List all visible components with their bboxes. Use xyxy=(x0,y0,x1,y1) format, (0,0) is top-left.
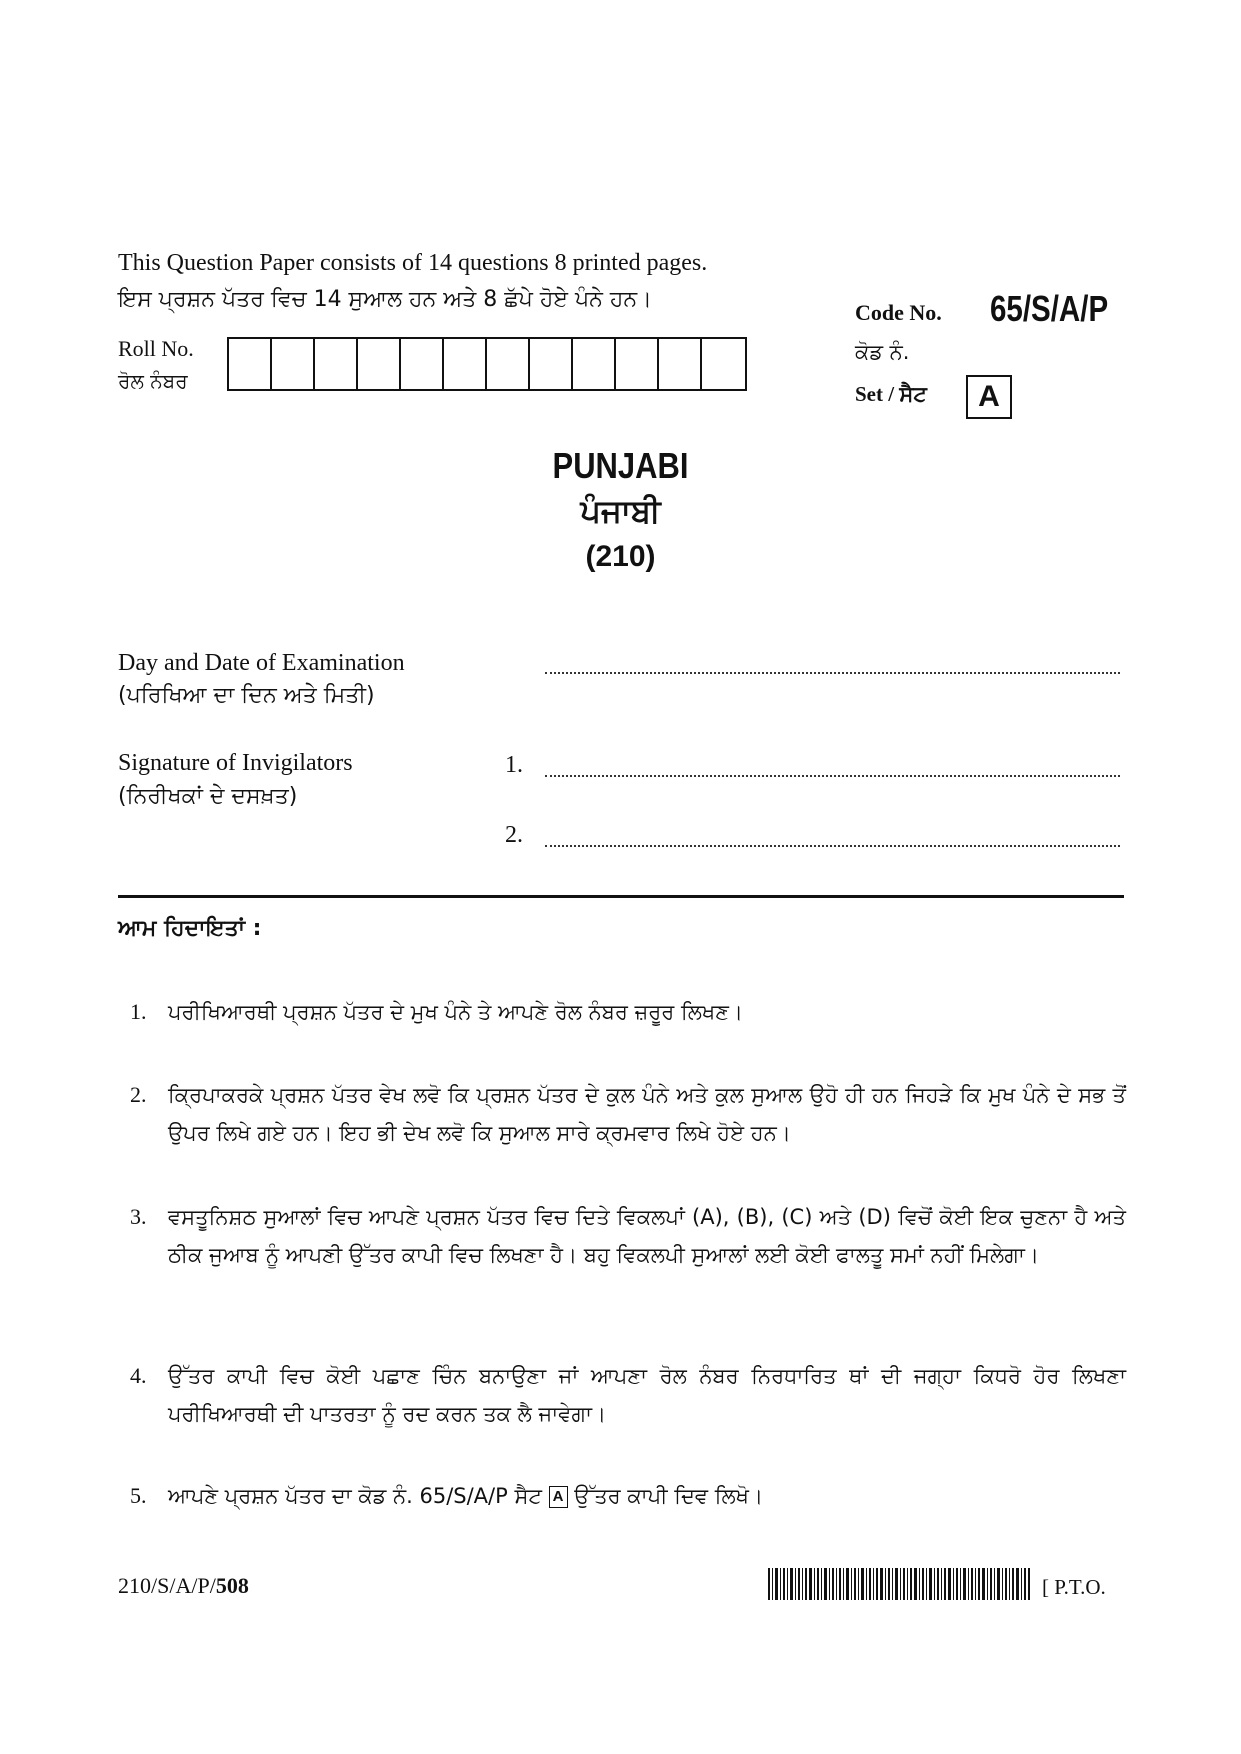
roll-digit-box[interactable] xyxy=(315,339,358,389)
roll-number-label xyxy=(118,333,194,397)
instruction-text-after: ਉੱਤਰ ਕਾਪੀ ਦਿਵ ਲਿਖੋ। xyxy=(574,1484,764,1508)
signature-number-1: 1. xyxy=(505,752,523,778)
roll-digit-box[interactable] xyxy=(229,339,272,389)
invigilator-signature-label-en: Signature of Invigilators xyxy=(118,750,353,776)
instruction-item xyxy=(130,1076,1126,1152)
roll-label-pa: ਰੋਲ ਨੰਬਰ xyxy=(118,369,188,393)
instruction-text: ਉੱਤਰ ਕਾਪੀ ਵਿਚ ਕੋਈ ਪਛਾਣ ਚਿੰਨ ਬਨਾਉਣਾ ਜਾਂ ਆਪਣਾ ਰੋਲ ਨੰਬਰ ਨਿਰਧਾਰਿਤ ਥਾਂ ਦੀ ਜਗ੍ਹਾ ਕਿਧਰੋ ਹੋਰ ਲਿਖਣਾ ਪਰੀਖਿਆਰਥੀ ਦੀ ਪਾਤਰਤਾ ਨੂੰ ਰਦ ਕਰਨ ਤਕ ਲੈ ਜਾਵੇਗਾ। xyxy=(168,1364,1126,1426)
roll-digit-box[interactable] xyxy=(616,339,659,389)
instruction-text: ਪਰੀਖਿਆਰਥੀ ਪ੍ਰਸ਼ਨ ਪੱਤਰ ਦੇ ਮੁਖ ਪੰਨੇ ਤੇ ਆਪਣੇ ਰੋਲ ਨੰਬਰ ਜ਼ਰੂਰ ਲਿਖਣ। xyxy=(168,1000,744,1024)
instruction-item xyxy=(130,1477,1126,1515)
roll-digit-box[interactable] xyxy=(487,339,530,389)
invigilator-signature-field-1[interactable] xyxy=(545,775,1120,777)
instruction-number: 4. xyxy=(130,1363,147,1388)
invigilator-signature-field-2[interactable] xyxy=(545,845,1120,847)
instruction-text-before: ਆਪਣੇ ਪ੍ਰਸ਼ਨ ਪੱਤਰ ਦਾ ਕੋਡ ਨੰ. 65/S/A/P ਸੈਟ xyxy=(168,1484,542,1508)
set-inline-box: A xyxy=(549,1486,568,1508)
roll-digit-box[interactable] xyxy=(358,339,401,389)
roll-digit-box[interactable] xyxy=(702,339,745,389)
code-number-value: 65/S/A/P xyxy=(990,288,1109,329)
roll-digit-box[interactable] xyxy=(272,339,315,389)
roll-number-boxes[interactable] xyxy=(227,337,747,391)
instructions-heading: ਆਮ ਹਿਦਾਇਤਾਂ : xyxy=(118,916,262,941)
roll-digit-box[interactable] xyxy=(530,339,573,389)
instruction-text xyxy=(168,1477,1126,1515)
header-pages-line-en: This Question Paper consists of 14 questions 8 printed pages. xyxy=(118,250,708,276)
roll-digit-box[interactable] xyxy=(401,339,444,389)
roll-digit-box[interactable] xyxy=(444,339,487,389)
roll-digit-box[interactable] xyxy=(573,339,616,389)
section-divider xyxy=(118,895,1124,898)
set-value-box: A xyxy=(966,375,1012,419)
header-pages-line-pa: ਇਸ ਪ੍ਰਸ਼ਨ ਪੱਤਰ ਵਿਚ 14 ਸੁਆਲ ਹਨ ਅਤੇ 8 ਛੱਪੇ ਹੋਏ ਪੰਨੇ ਹਨ। xyxy=(118,287,653,312)
subject-title-en: PUNJABI xyxy=(552,445,689,486)
instruction-number: 3. xyxy=(130,1204,147,1229)
instruction-text: ਵਸਤੂਨਿਸ਼ਠ ਸੁਆਲਾਂ ਵਿਚ ਆਪਣੇ ਪ੍ਰਸ਼ਨ ਪੱਤਰ ਵਿਚ ਦਿਤੇ ਵਿਕਲਪਾਂ (A), (B), (C) ਅਤੇ (D) ਵਿਚੋਂ ਕੋਈ ਇਕ ਚੁਣਨਾ ਹੈ ਅਤੇ ਠੀਕ ਜੁਆਬ ਨੂੰ ਆਪਣੀ ਉੱਤਰ ਕਾਪੀ ਵਿਚ ਲਿਖਣਾ ਹੈ। ਬਹੁ ਵਿਕਲਪੀ ਸੁਆਲਾਂ ਲਈ ਕੋਈ ਫਾਲਤੂ ਸਮਾਂ ਨਹੀਂ ਮਿਲੇਗਾ। xyxy=(168,1205,1126,1267)
instruction-item xyxy=(130,1198,1126,1274)
please-turn-over: [ P.T.O. xyxy=(1042,1575,1106,1599)
code-number-label-pa: ਕੋਡ ਨੰ. xyxy=(855,340,910,364)
instruction-number: 5. xyxy=(130,1483,147,1508)
invigilator-signature-label-pa: (ਨਿਰੀਖਕਾਂ ਦੇ ਦਸਖ਼ਤ) xyxy=(118,784,298,809)
barcode-icon xyxy=(768,1568,1030,1600)
set-label: Set / ਸੈਟ xyxy=(855,382,927,406)
subject-code: (210) xyxy=(585,540,656,573)
roll-digit-box[interactable] xyxy=(659,339,702,389)
exam-date-label-pa: (ਪਰਿਖਿਆ ਦਾ ਦਿਨ ਅਤੇ ਮਿਤੀ) xyxy=(118,683,375,708)
instruction-item xyxy=(130,1357,1126,1433)
roll-label-en: Roll No. xyxy=(118,336,194,361)
footer-code-prefix: 210/S/A/P/ xyxy=(118,1573,216,1598)
code-number-label: Code No. xyxy=(855,300,942,325)
instruction-number: 1. xyxy=(130,999,147,1024)
signature-number-2: 2. xyxy=(505,822,523,848)
instruction-item xyxy=(130,993,1126,1031)
footer-code-bold: 508 xyxy=(215,1573,249,1598)
exam-date-field[interactable] xyxy=(545,672,1120,674)
exam-date-label-en: Day and Date of Examination xyxy=(118,650,405,676)
instruction-number: 2. xyxy=(130,1082,147,1107)
instruction-text: ਕ੍ਰਿਪਾਕਰਕੇ ਪ੍ਰਸ਼ਨ ਪੱਤਰ ਵੇਖ ਲਵੋ ਕਿ ਪ੍ਰਸ਼ਨ ਪੱਤਰ ਦੇ ਕੁਲ ਪੰਨੇ ਅਤੇ ਕੁਲ ਸੁਆਲ ਉਹੋ ਹੀ ਹਨ ਜਿਹੜੇ ਕਿ ਮੁਖ ਪੰਨੇ ਦੇ ਸਭ ਤੋਂ ਉਪਰ ਲਿਖੇ ਗਏ ਹਨ। ਇਹ ਭੀ ਦੇਖ ਲਵੋ ਕਿ ਸੁਆਲ ਸਾਰੇ ਕ੍ਰਮਵਾਰ ਲਿਖੇ ਹੋਏ ਹਨ। xyxy=(168,1083,1126,1145)
footer-paper-code xyxy=(118,1573,249,1599)
subject-title-pa: ਪੰਜਾਬੀ xyxy=(580,492,661,530)
